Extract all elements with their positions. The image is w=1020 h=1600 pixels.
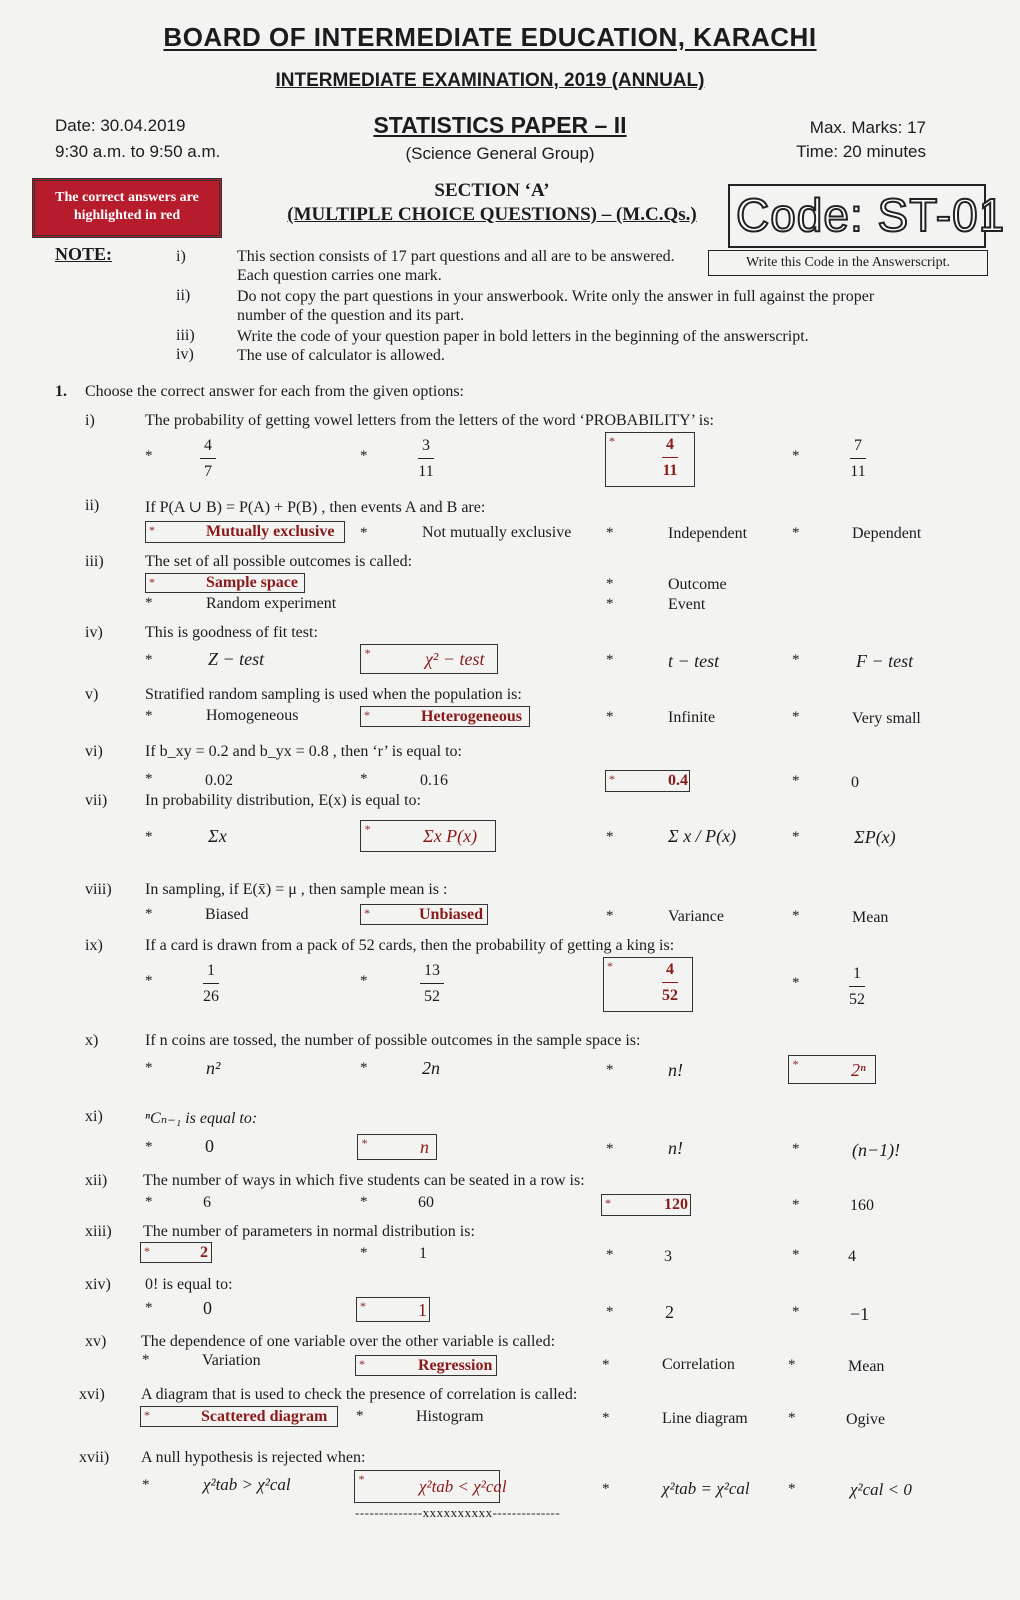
option-bullet: * [606,596,614,612]
note-text: number of the question and its part. [237,307,465,324]
part-question: ⁿCₙ₋₁ is equal to: [145,1110,258,1127]
part-number: ix) [85,937,103,954]
option: Z − test [208,649,265,669]
subject-title: STATISTICS PAPER – II [373,112,627,138]
part-number: xi) [85,1108,103,1125]
highlight-note-badge: The correct answers are highlighted in red [32,178,222,238]
option: 3 [664,1248,672,1265]
correct-answer-box: * $\frac{4}{52}$ [603,957,693,1012]
option-bullet: * [788,1410,796,1426]
option-bullet: * [145,1139,153,1155]
part-question: If P(A ∪ B) = P(A) + P(B) , then events A and B are: [145,499,486,516]
option-bullet: * [792,1141,800,1157]
max-marks: Max. Marks: 17 [809,118,926,137]
correct-answer-box: * n [357,1134,437,1160]
part-number: ii) [85,497,100,514]
option: χ²cal < 0 [850,1480,912,1499]
note-text: Each question carries one mark. [237,267,442,284]
paper-code: Code: ST-01 [736,189,1006,241]
option: Independent [668,525,748,542]
option: Biased [205,906,249,923]
option: Outcome [668,576,727,593]
option: 2 [665,1302,674,1322]
part-number: vi) [85,743,103,760]
option-bullet: * [145,1060,153,1076]
option-fraction: $\frac{1}{26}$ [203,959,219,1010]
part-question: If a card is drawn from a pack of 52 cards, then the probability of getting a king is: [145,937,675,954]
part-number: viii) [85,881,112,898]
part-question: This is goodness of fit test: [145,624,318,641]
part-question: A diagram that is used to check the presence of correlation is called: [141,1386,578,1403]
option: Random experiment [206,595,337,612]
part-number: xii) [85,1172,108,1189]
note-num: i) [176,248,186,265]
option: Σx [208,826,227,846]
part-question: Stratified random sampling is used when the population is: [145,686,522,703]
option-bullet: * [142,1352,150,1368]
option-bullet: * [792,652,800,668]
option-bullet: * [602,1481,610,1497]
option-bullet: * [360,1194,368,1210]
option: 0 [203,1298,212,1318]
option-bullet: * [606,908,614,924]
part-question: 0! is equal to: [145,1276,233,1293]
board-title: BOARD OF INTERMEDIATE EDUCATION, KARACHI [163,22,817,52]
part-number: x) [85,1032,99,1049]
note-label: NOTE: [55,244,113,264]
correct-answer-box: * Regression [355,1355,497,1376]
part-question: The number of parameters in normal distribution is: [143,1223,475,1240]
option: 4 [848,1248,856,1265]
part-number: iv) [85,624,103,641]
option: 0.16 [420,772,448,789]
option: n! [668,1138,683,1158]
option: Σ x / P(x) [668,826,737,846]
option-bullet: * [360,448,368,464]
option: 0 [205,1136,214,1156]
option-bullet: * [145,829,153,845]
option-bullet: * [792,1247,800,1263]
option: (n−1)! [852,1140,901,1160]
part-question: A null hypothesis is rejected when: [141,1449,366,1466]
option: n! [668,1060,683,1080]
exam-time-range: 9:30 a.m. to 9:50 a.m. [55,142,221,161]
part-number: xv) [85,1333,107,1350]
option: Infinite [668,709,716,726]
option-bullet: * [145,652,153,668]
option-bullet: * [145,973,153,989]
note-num: ii) [176,287,191,304]
correct-answer-box: * Sample space [145,573,305,593]
option: Ogive [846,1411,886,1428]
correct-answer-box: * 0.4 [605,770,690,792]
correct-answer-box: * Scattered diagram [140,1406,338,1427]
part-number: vii) [85,792,108,809]
option-bullet: * [792,975,800,991]
option-bullet: * [792,709,800,725]
option-bullet: * [606,525,614,541]
option-bullet: * [606,1062,614,1078]
option-bullet: * [606,1304,614,1320]
option-bullet: * [792,1197,800,1213]
option: t − test [668,651,720,671]
correct-answer-box: * χ² − test [360,644,498,674]
code-instruction: Write this Code in the Answerscript. [708,250,988,276]
option-bullet: * [788,1357,796,1373]
part-question: The dependence of one variable over the other variable is called: [141,1333,556,1350]
option: −1 [850,1304,870,1324]
note-num: iii) [176,327,195,344]
note-num: iv) [176,346,194,363]
option-bullet: * [145,1194,153,1210]
option: 160 [850,1197,874,1214]
option-bullet: * [602,1410,610,1426]
part-number: i) [85,412,95,429]
part-question: The probability of getting vowel letters from the letters of the word ‘PROBABILITY’ is: [145,412,714,429]
question-instruction: Choose the correct answer for each from the given options: [85,383,464,400]
option-bullet: * [792,448,800,464]
option-bullet: * [360,1060,368,1076]
option-bullet: * [792,829,800,845]
part-question: In sampling, if E(x̄) = μ , then sample mean is : [145,881,448,898]
option: 0.02 [205,772,233,789]
option-bullet: * [145,906,153,922]
option-bullet: * [788,1481,796,1497]
option-fraction: $\frac{13}{52}$ [420,959,444,1010]
option: Histogram [416,1408,484,1425]
correct-answer-box: * 1 [356,1297,430,1322]
option-bullet: * [356,1408,364,1424]
option-bullet: * [792,525,800,541]
end-marker: --------------xxxxxxxxxx-------------- [355,1505,561,1520]
option-bullet: * [792,1304,800,1320]
option-bullet: * [606,652,614,668]
option-bullet: * [792,908,800,924]
option: Mean [852,909,889,926]
option: χ²tab = χ²cal [662,1479,750,1498]
option: Mean [848,1358,885,1375]
subject-group: (Science General Group) [405,144,595,163]
part-number: xiii) [85,1223,112,1240]
exam-date: Date: 30.04.2019 [55,116,186,135]
correct-answer-box: * $\frac{4}{11}$ [605,432,695,487]
option: Correlation [662,1356,735,1373]
option: Event [668,596,706,613]
option: Variance [668,908,724,925]
option-bullet: * [606,709,614,725]
correct-answer-box: * Unbiased [360,904,488,925]
option-fraction: $\frac{3}{11}$ [418,434,434,485]
option: Variation [202,1352,261,1369]
option-fraction: $\frac{1}{52}$ [849,962,865,1013]
correct-answer-box: * 2ⁿ [788,1055,876,1084]
part-question: The set of all possible outcomes is called: [145,553,413,570]
duration: Time: 20 minutes [796,142,926,161]
option-fraction: $\frac{7}{11}$ [850,434,866,485]
section-title: SECTION ‘A’ [434,180,550,201]
option-bullet: * [145,595,153,611]
option-bullet: * [360,1245,368,1261]
option-bullet: * [145,771,153,787]
correct-answer-box: * Heterogeneous [360,706,530,727]
section-subtitle: (MULTIPLE CHOICE QUESTIONS) – (M.C.Qs.) [287,204,697,225]
part-question: In probability distribution, E(x) is equal to: [145,792,421,809]
part-number: iii) [85,553,104,570]
option-bullet: * [792,773,800,789]
option: χ²tab > χ²cal [203,1475,291,1494]
option-bullet: * [606,576,614,592]
option-bullet: * [606,1247,614,1263]
option: 0 [851,774,859,791]
note-text: Do not copy the part questions in your answerbook. Write only the answer in full against the proper [237,288,875,305]
option-bullet: * [360,525,368,541]
option: Homogeneous [206,707,299,724]
part-question: If b_xy = 0.2 and b_yx = 0.8 , then ‘r’ is equal to: [145,743,462,760]
part-number: xvi) [79,1386,105,1403]
part-number: v) [85,686,99,703]
correct-answer-box: * 2 [140,1242,212,1263]
option-bullet: * [145,448,153,464]
option: 60 [418,1194,434,1211]
part-number: xiv) [85,1276,111,1293]
note-text: Write the code of your question paper in bold letters in the beginning of the answerscript. [237,328,809,345]
option-bullet: * [145,708,153,724]
part-question: The number of ways in which five students can be seated in a row is: [143,1172,585,1189]
option: Line diagram [662,1410,748,1427]
part-question: If n coins are tossed, the number of possible outcomes in the sample space is: [145,1032,641,1049]
option: 2n [422,1058,440,1078]
option-bullet: * [606,829,614,845]
question-number: 1. [55,383,67,400]
part-number: xvii) [79,1449,110,1466]
correct-answer-box: * χ²tab < χ²cal [354,1470,500,1503]
option: 1 [419,1245,427,1262]
option-fraction: $\frac{4}{7}$ [200,434,216,485]
option: F − test [856,651,914,671]
option: 6 [203,1194,211,1211]
option-bullet: * [602,1357,610,1373]
option-bullet: * [145,1300,153,1316]
option-bullet: * [142,1477,150,1493]
option: Not mutually exclusive [422,524,572,541]
correct-answer-box: * Mutually exclusive [145,521,345,543]
option: n² [206,1058,221,1078]
note-text: This section consists of 17 part questions and all are to be answered. [237,248,675,265]
option-bullet: * [606,1141,614,1157]
note-text: The use of calculator is allowed. [237,347,445,364]
option-bullet: * [360,973,368,989]
option: ΣP(x) [854,827,896,847]
correct-answer-box: * Σx P(x) [360,820,496,852]
option: Very small [852,710,921,727]
correct-answer-box: * 120 [601,1194,691,1216]
option: Dependent [852,525,922,542]
exam-title: INTERMEDIATE EXAMINATION, 2019 (ANNUAL) [275,70,705,91]
option-bullet: * [360,771,368,787]
